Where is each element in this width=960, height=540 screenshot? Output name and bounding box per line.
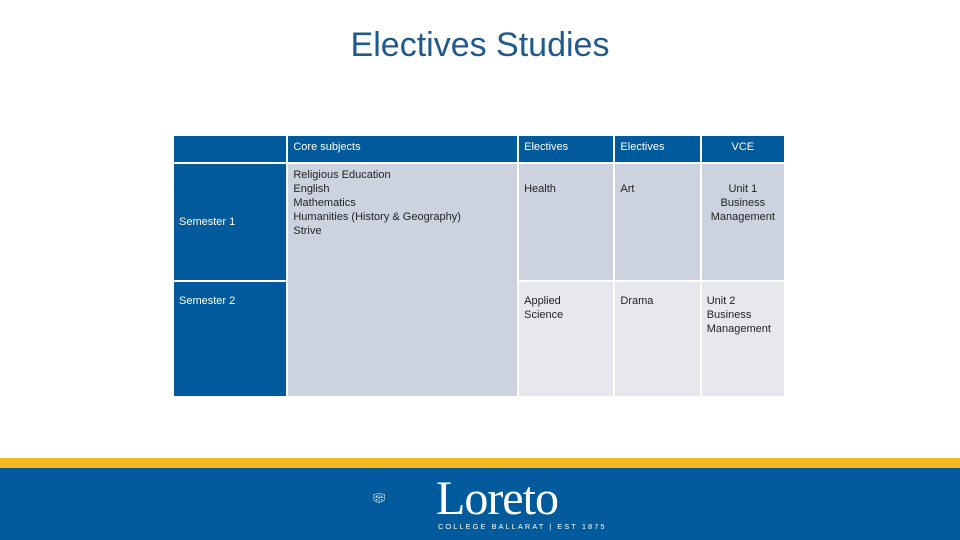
vce-line: Management (710, 211, 775, 223)
vce-line: Business (720, 197, 766, 209)
core-subject: English (293, 183, 330, 195)
header-vce: VCE (702, 136, 784, 162)
semester-2-vce (702, 282, 784, 396)
semester-1-elective-1: Health (519, 164, 613, 280)
vce-line: Unit 2 Business (706, 295, 752, 321)
college-crest-icon (372, 476, 428, 524)
semester-1-elective-2: Art (615, 164, 699, 280)
semester-1-vce (702, 164, 784, 280)
vce-line: Unit 1 (728, 183, 758, 195)
semester-2-elective-2: Drama (615, 282, 699, 396)
core-subject: Mathematics (293, 197, 356, 209)
footer-gold-stripe (0, 458, 960, 468)
header-core-subjects: Core subjects (288, 136, 517, 162)
semester-2-elective-1 (519, 282, 613, 396)
elective-line: Applied (524, 295, 561, 307)
semester-1-row (174, 164, 784, 280)
core-subjects-cell (288, 164, 517, 396)
electives-table (172, 134, 786, 398)
header-electives-1: Electives (519, 136, 613, 162)
semester-1-label-text: Semester 1 (179, 216, 236, 228)
brand-subtitle: COLLEGE BALLARAT | EST 1875 (438, 522, 607, 531)
vce-line: Management (706, 323, 771, 335)
table-header-row (174, 136, 784, 162)
semester-2-label (174, 282, 286, 396)
elective-line: Science (524, 309, 564, 321)
header-electives-2: Electives (615, 136, 699, 162)
header-cell-empty (174, 136, 286, 162)
core-subject: Strive (293, 225, 322, 237)
semester-2-label-text: Semester 2 (179, 295, 236, 307)
brand-wordmark: Loreto (436, 472, 558, 525)
semester-1-label (174, 164, 286, 280)
slide-title: Electives Studies (350, 26, 610, 64)
core-subject: Religious Education (293, 169, 391, 181)
core-subject: Humanities (History & Geography) (293, 211, 461, 223)
